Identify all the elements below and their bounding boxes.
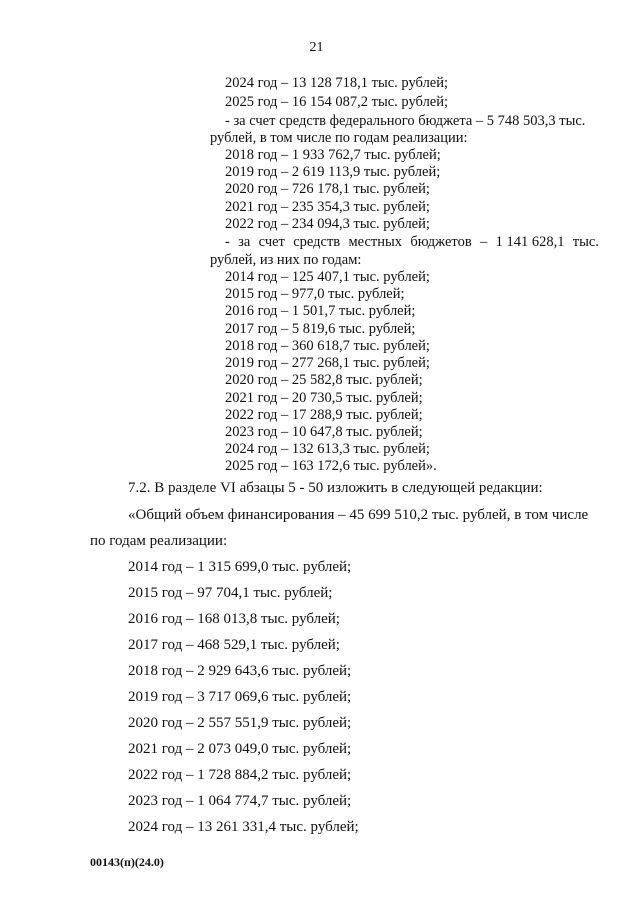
total-funding-intro-cont: по годам реализации: (90, 533, 228, 549)
list-item: 2022 год – 234 094,3 тыс. рублей; (225, 216, 430, 232)
federal-budget-intro: - за счет средств федерального бюджета – 5 748 503,3 тыс. (225, 113, 586, 129)
list-item: 2018 год – 1 933 762,7 тыс. рублей; (225, 147, 441, 163)
list-item: 2020 год – 25 582,8 тыс. рублей; (225, 372, 423, 388)
federal-budget-intro-cont: рублей, в том числе по годам реализации: (210, 130, 468, 146)
list-item: 2025 год – 16 154 087,2 тыс. рублей; (225, 94, 449, 110)
list-item: 2019 год – 277 268,1 тыс. рублей; (225, 355, 430, 371)
word: – (480, 234, 488, 250)
word: местных (348, 234, 402, 250)
list-item: 2019 год – 3 717 069,6 тыс. рублей; (128, 689, 352, 705)
list-item: 2022 год – 17 288,9 тыс. рублей; (225, 407, 423, 423)
list-item: 2024 год – 13 261 331,4 тыс. рублей; (128, 819, 359, 835)
total-funding-intro: «Общий объем финансирования – 45 699 510,2 тыс. рублей, в том числе (128, 507, 589, 523)
list-item: 2024 год – 132 613,3 тыс. рублей; (225, 441, 430, 457)
word: счет (258, 234, 285, 250)
list-item: 2021 год – 20 730,5 тыс. рублей; (225, 390, 423, 406)
list-item: 2014 год – 1 315 699,0 тыс. рублей; (128, 559, 352, 575)
list-item: 2019 год – 2 619 113,9 тыс. рублей; (225, 164, 441, 180)
local-budget-intro (225, 234, 599, 251)
list-item: 2017 год – 5 819,6 тыс. рублей; (225, 321, 416, 337)
list-item: 2021 год – 235 354,3 тыс. рублей; (225, 199, 430, 215)
word: - (225, 234, 230, 250)
list-item: 2015 год – 97 704,1 тыс. рублей; (128, 585, 333, 601)
list-item: 2014 год – 125 407,1 тыс. рублей; (225, 269, 430, 285)
list-item: 2022 год – 1 728 884,2 тыс. рублей; (128, 767, 352, 783)
list-item: 2021 год – 2 073 049,0 тыс. рублей; (128, 741, 352, 757)
list-item: 2017 год – 468 529,1 тыс. рублей; (128, 637, 340, 653)
list-item: 2023 год – 1 064 774,7 тыс. рублей; (128, 793, 352, 809)
document-code: 00143(п)(24.0) (90, 855, 164, 869)
list-item: 2018 год – 2 929 643,6 тыс. рублей; (128, 663, 352, 679)
word: тыс. (572, 234, 599, 250)
list-item: 2016 год – 168 013,8 тыс. рублей; (128, 611, 340, 627)
section-heading: 7.2. В разделе VI абзацы 5 - 50 изложить в следующей редакции: (128, 480, 543, 496)
list-item: 2020 год – 2 557 551,9 тыс. рублей; (128, 715, 352, 731)
local-budget-intro-cont: рублей, из них по годам: (210, 252, 362, 268)
word: бюджетов (410, 234, 472, 250)
page-number: 21 (309, 40, 324, 55)
word: средств (293, 234, 341, 250)
word: 1 141 628,1 (495, 234, 565, 250)
list-item: 2018 год – 360 618,7 тыс. рублей; (225, 338, 430, 354)
list-item: 2024 год – 13 128 718,1 тыс. рублей; (225, 75, 449, 91)
list-item: 2020 год – 726 178,1 тыс. рублей; (225, 181, 430, 197)
list-item: 2016 год – 1 501,7 тыс. рублей; (225, 303, 416, 319)
word: за (238, 234, 251, 250)
list-item: 2023 год – 10 647,8 тыс. рублей; (225, 424, 423, 440)
list-item: 2025 год – 163 172,6 тыс. рублей». (225, 458, 437, 474)
list-item: 2015 год – 977,0 тыс. рублей; (225, 286, 405, 302)
